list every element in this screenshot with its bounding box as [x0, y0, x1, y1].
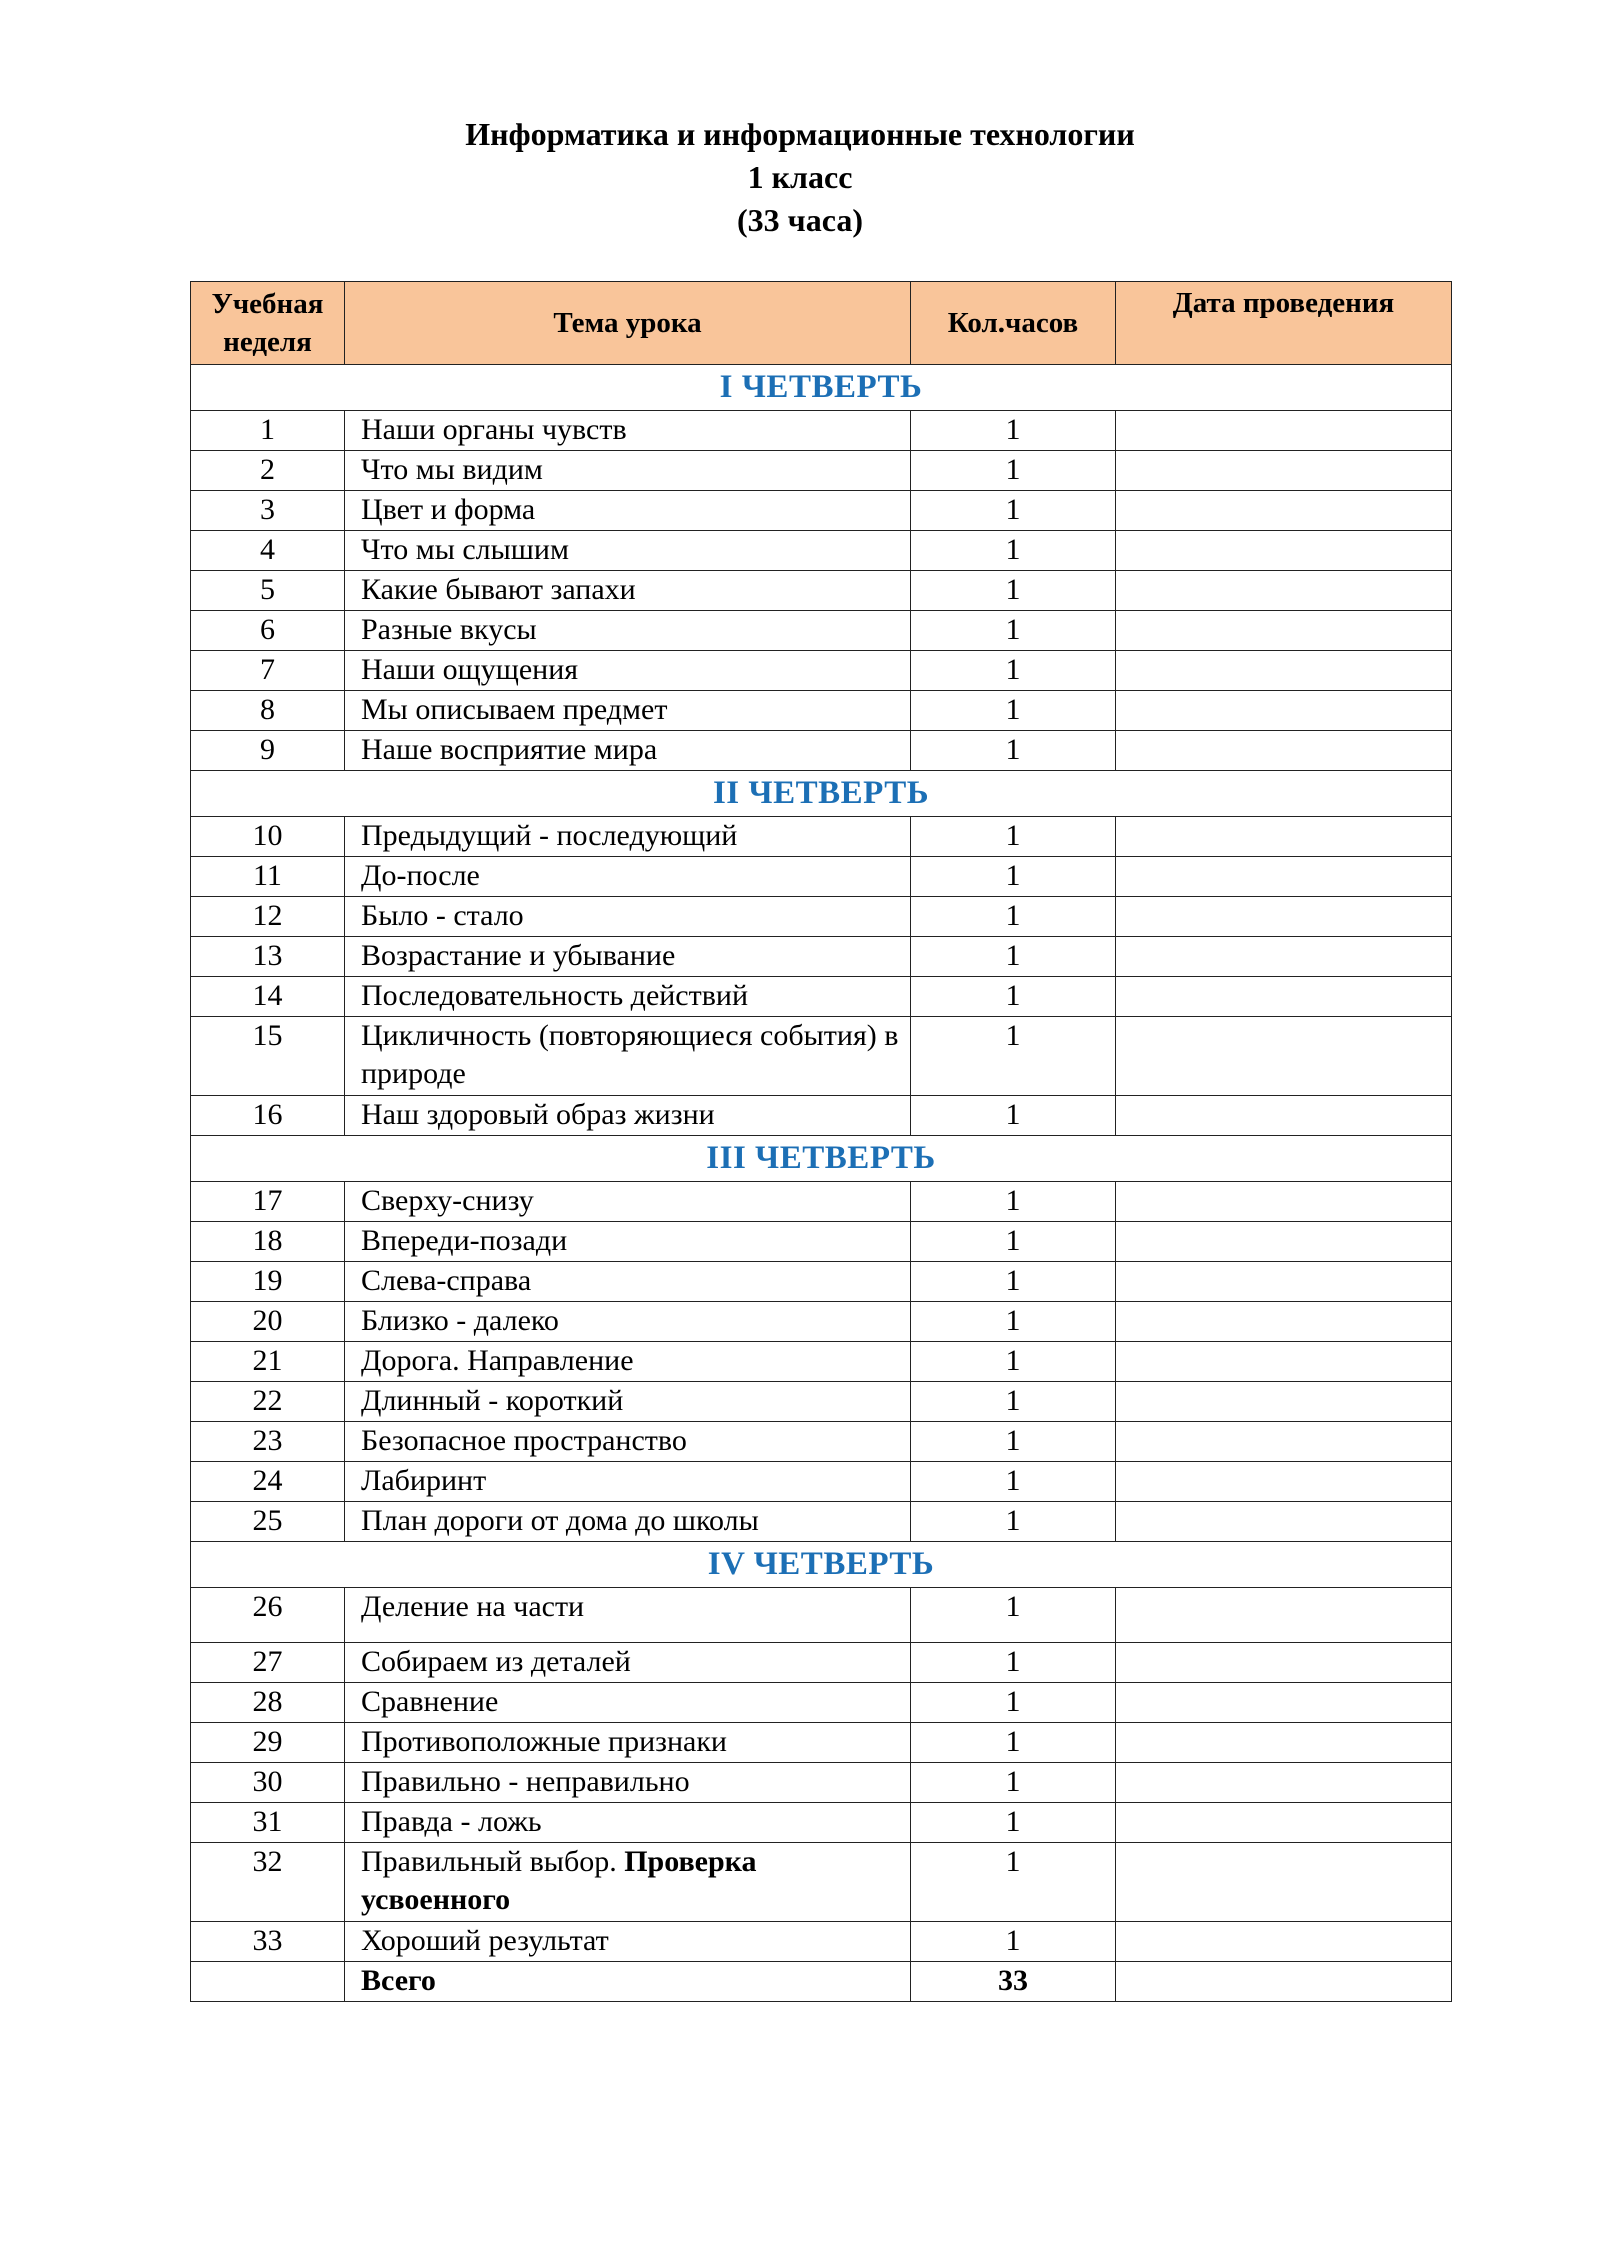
hours-cell: 1 — [911, 817, 1116, 857]
week-cell: 16 — [191, 1096, 345, 1136]
date-cell[interactable] — [1116, 451, 1452, 491]
table-row — [191, 651, 1452, 691]
quarter-row — [191, 1136, 1452, 1182]
table-row — [191, 977, 1452, 1017]
table-row — [191, 411, 1452, 451]
hours-cell: 1 — [911, 1803, 1116, 1843]
table-row — [191, 451, 1452, 491]
date-cell[interactable] — [1116, 1462, 1452, 1502]
table-row — [191, 1588, 1452, 1643]
table-row — [191, 897, 1452, 937]
date-cell[interactable] — [1116, 1723, 1452, 1763]
topic-cell — [345, 1342, 911, 1382]
week-cell: 29 — [191, 1723, 345, 1763]
lesson-plan-table — [190, 281, 1452, 2002]
week-cell: 15 — [191, 1017, 345, 1096]
week-cell: 12 — [191, 897, 345, 937]
table-row — [191, 857, 1452, 897]
hours-cell: 1 — [911, 1723, 1116, 1763]
hours-cell: 1 — [911, 1922, 1116, 1962]
topic-cell — [345, 451, 911, 491]
date-cell[interactable] — [1116, 897, 1452, 937]
table-row — [191, 731, 1452, 771]
hours-cell: 1 — [911, 1262, 1116, 1302]
date-cell[interactable] — [1116, 1182, 1452, 1222]
hours-cell: 1 — [911, 1342, 1116, 1382]
topic-text: Сверху-снизу — [361, 1184, 534, 1217]
topic-text: Сравнение — [361, 1685, 499, 1718]
date-cell[interactable] — [1116, 817, 1452, 857]
week-cell: 1 — [191, 411, 345, 451]
week-cell: 3 — [191, 491, 345, 531]
total-date-cell — [1116, 1962, 1452, 2002]
date-cell[interactable] — [1116, 1096, 1452, 1136]
topic-text: Противоположные признаки — [361, 1725, 727, 1758]
hours-cell: 1 — [911, 1588, 1116, 1643]
hours-cell: 1 — [911, 937, 1116, 977]
date-cell[interactable] — [1116, 611, 1452, 651]
table-row — [191, 1017, 1452, 1096]
topic-cell — [345, 1422, 911, 1462]
table-row — [191, 1723, 1452, 1763]
topic-text: Правильный выбор. — [361, 1845, 617, 1878]
topic-cell — [345, 857, 911, 897]
hours-cell: 1 — [911, 691, 1116, 731]
hours-cell: 1 — [911, 611, 1116, 651]
header-hours: Кол.часов — [911, 282, 1116, 365]
hours-cell: 1 — [911, 451, 1116, 491]
table-row — [191, 1462, 1452, 1502]
hours-cell: 1 — [911, 857, 1116, 897]
topic-text: Предыдущий - последующий — [361, 819, 738, 852]
topic-cell — [345, 731, 911, 771]
topic-text: Наш здоровый образ жизни — [361, 1098, 715, 1131]
topic-cell — [345, 1302, 911, 1342]
hours-cell: 1 — [911, 571, 1116, 611]
topic-cell — [345, 1096, 911, 1136]
hours-cell: 1 — [911, 1422, 1116, 1462]
topic-text: Что мы слышим — [361, 533, 569, 566]
week-cell: 30 — [191, 1763, 345, 1803]
quarter-label: I ЧЕТВЕРТЬ — [191, 365, 1452, 411]
table-row — [191, 491, 1452, 531]
hours-cell: 1 — [911, 1462, 1116, 1502]
week-cell: 11 — [191, 857, 345, 897]
topic-cell — [345, 611, 911, 651]
topic-text: Было - стало — [361, 899, 524, 932]
topic-cell — [345, 1683, 911, 1723]
table-header-row — [191, 282, 1452, 365]
total-label: Всего — [345, 1962, 911, 2002]
week-cell: 14 — [191, 977, 345, 1017]
topic-text: Правда - ложь — [361, 1805, 542, 1838]
date-cell[interactable] — [1116, 1502, 1452, 1542]
topic-cell — [345, 897, 911, 937]
week-cell: 31 — [191, 1803, 345, 1843]
table-row — [191, 1382, 1452, 1422]
topic-cell — [345, 651, 911, 691]
topic-cell — [345, 1763, 911, 1803]
date-cell[interactable] — [1116, 857, 1452, 897]
topic-cell — [345, 1643, 911, 1683]
total-week-cell — [191, 1962, 345, 2002]
week-cell: 18 — [191, 1222, 345, 1262]
table-row — [191, 611, 1452, 651]
topic-text: Деление на части — [361, 1590, 585, 1623]
topic-text: Лабиринт — [361, 1464, 487, 1497]
topic-text: Что мы видим — [361, 453, 543, 486]
total-row — [191, 1962, 1452, 2002]
quarter-row — [191, 1542, 1452, 1588]
topic-cell — [345, 1462, 911, 1502]
date-cell[interactable] — [1116, 571, 1452, 611]
date-cell[interactable] — [1116, 977, 1452, 1017]
date-cell[interactable] — [1116, 731, 1452, 771]
table-row — [191, 1683, 1452, 1723]
week-cell: 24 — [191, 1462, 345, 1502]
header-date: Дата проведения — [1116, 282, 1452, 365]
hours-cell: 1 — [911, 411, 1116, 451]
topic-cell — [345, 531, 911, 571]
date-cell[interactable] — [1116, 1922, 1452, 1962]
week-cell: 4 — [191, 531, 345, 571]
date-cell[interactable] — [1116, 491, 1452, 531]
week-cell: 32 — [191, 1843, 345, 1922]
week-cell: 28 — [191, 1683, 345, 1723]
week-cell: 7 — [191, 651, 345, 691]
topic-text: Наши ощущения — [361, 653, 579, 686]
date-cell[interactable] — [1116, 937, 1452, 977]
hours-cell: 1 — [911, 977, 1116, 1017]
topic-cell — [345, 1262, 911, 1302]
date-cell[interactable] — [1116, 1588, 1452, 1643]
topic-cell — [345, 1222, 911, 1262]
hours-cell: 1 — [911, 1222, 1116, 1262]
week-cell: 17 — [191, 1182, 345, 1222]
topic-text: Мы описываем предмет — [361, 693, 668, 726]
week-cell: 13 — [191, 937, 345, 977]
date-cell[interactable] — [1116, 651, 1452, 691]
table-row — [191, 1803, 1452, 1843]
topic-text: Возрастание и убывание — [361, 939, 676, 972]
week-cell: 27 — [191, 1643, 345, 1683]
hours-cell: 1 — [911, 1302, 1116, 1342]
table-row — [191, 1222, 1452, 1262]
topic-text: Собираем из деталей — [361, 1645, 631, 1678]
quarter-row — [191, 365, 1452, 411]
week-cell: 19 — [191, 1262, 345, 1302]
hours-cell: 1 — [911, 1843, 1116, 1922]
week-cell: 23 — [191, 1422, 345, 1462]
hours-cell: 1 — [911, 491, 1116, 531]
quarter-label: IV ЧЕТВЕРТЬ — [191, 1542, 1452, 1588]
topic-cell — [345, 571, 911, 611]
table-row — [191, 1843, 1452, 1922]
topic-cell — [345, 1803, 911, 1843]
table-row — [191, 1096, 1452, 1136]
topic-text: Последовательность действий — [361, 979, 749, 1012]
week-cell: 6 — [191, 611, 345, 651]
date-cell[interactable] — [1116, 1222, 1452, 1262]
week-cell: 10 — [191, 817, 345, 857]
title-grade: 1 класс — [747, 159, 853, 195]
date-cell[interactable] — [1116, 1763, 1452, 1803]
topic-cell — [345, 1502, 911, 1542]
week-cell: 8 — [191, 691, 345, 731]
week-cell: 21 — [191, 1342, 345, 1382]
topic-bold-text: Проверка усвоенного — [361, 1845, 757, 1916]
topic-text: До-после — [361, 859, 480, 892]
document-title — [0, 113, 1600, 242]
topic-cell — [345, 817, 911, 857]
topic-text: Наши органы чувств — [361, 413, 627, 446]
table-row — [191, 1643, 1452, 1683]
table-row — [191, 1422, 1452, 1462]
table-row — [191, 1922, 1452, 1962]
topic-text: Близко - далеко — [361, 1304, 559, 1337]
topic-text: Длинный - короткий — [361, 1384, 624, 1417]
week-cell: 5 — [191, 571, 345, 611]
table-row — [191, 1342, 1452, 1382]
date-cell[interactable] — [1116, 531, 1452, 571]
table-body — [191, 365, 1452, 2002]
table-row — [191, 817, 1452, 857]
date-cell[interactable] — [1116, 1422, 1452, 1462]
topic-cell — [345, 1843, 911, 1922]
topic-cell — [345, 1382, 911, 1422]
topic-text: Впереди-позади — [361, 1224, 568, 1257]
quarter-label: III ЧЕТВЕРТЬ — [191, 1136, 1452, 1182]
hours-cell: 1 — [911, 1502, 1116, 1542]
date-cell[interactable] — [1116, 1017, 1452, 1096]
quarter-row — [191, 771, 1452, 817]
hours-cell: 1 — [911, 897, 1116, 937]
week-cell: 26 — [191, 1588, 345, 1643]
topic-cell — [345, 411, 911, 451]
week-cell: 9 — [191, 731, 345, 771]
date-cell[interactable] — [1116, 1843, 1452, 1922]
total-hours: 33 — [911, 1962, 1116, 2002]
table-row — [191, 937, 1452, 977]
topic-cell — [345, 491, 911, 531]
topic-text: Безопасное пространство — [361, 1424, 687, 1457]
topic-text: Хороший результат — [361, 1924, 609, 1957]
hours-cell: 1 — [911, 731, 1116, 771]
table-row — [191, 1763, 1452, 1803]
hours-cell: 1 — [911, 531, 1116, 571]
topic-text: Цикличность (повторяющиеся события) в природе — [361, 1019, 899, 1090]
date-cell[interactable] — [1116, 1683, 1452, 1723]
hours-cell: 1 — [911, 1182, 1116, 1222]
hours-cell: 1 — [911, 1382, 1116, 1422]
topic-cell — [345, 977, 911, 1017]
table-row — [191, 1302, 1452, 1342]
date-cell[interactable] — [1116, 1803, 1452, 1843]
hours-cell: 1 — [911, 1643, 1116, 1683]
topic-cell — [345, 1588, 911, 1643]
quarter-label: II ЧЕТВЕРТЬ — [191, 771, 1452, 817]
topic-cell — [345, 1922, 911, 1962]
date-cell[interactable] — [1116, 411, 1452, 451]
topic-text: Дорога. Направление — [361, 1344, 634, 1377]
topic-text: План дороги от дома до школы — [361, 1504, 759, 1537]
date-cell[interactable] — [1116, 1262, 1452, 1302]
table-row — [191, 531, 1452, 571]
topic-cell — [345, 937, 911, 977]
topic-text: Какие бывают запахи — [361, 573, 636, 606]
title-subject: Информатика и информационные технологии — [465, 116, 1135, 152]
week-cell: 22 — [191, 1382, 345, 1422]
topic-cell — [345, 691, 911, 731]
title-hours: (33 часа) — [737, 202, 863, 238]
date-cell[interactable] — [1116, 1342, 1452, 1382]
hours-cell: 1 — [911, 1096, 1116, 1136]
topic-text: Правильно - неправильно — [361, 1765, 690, 1798]
table-row — [191, 691, 1452, 731]
week-cell: 2 — [191, 451, 345, 491]
topic-text: Слева-справа — [361, 1264, 532, 1297]
topic-cell — [345, 1182, 911, 1222]
week-cell: 20 — [191, 1302, 345, 1342]
hours-cell: 1 — [911, 1763, 1116, 1803]
table-row — [191, 1182, 1452, 1222]
topic-cell — [345, 1723, 911, 1763]
topic-text: Наше восприятие мира — [361, 733, 658, 766]
date-cell[interactable] — [1116, 1302, 1452, 1342]
date-cell[interactable] — [1116, 1643, 1452, 1683]
table-row — [191, 571, 1452, 611]
week-cell: 25 — [191, 1502, 345, 1542]
topic-text: Цвет и форма — [361, 493, 536, 526]
date-cell[interactable] — [1116, 691, 1452, 731]
header-week: Учебная неделя — [191, 282, 345, 365]
topic-text: Разные вкусы — [361, 613, 537, 646]
table-row — [191, 1502, 1452, 1542]
hours-cell: 1 — [911, 1017, 1116, 1096]
week-cell: 33 — [191, 1922, 345, 1962]
date-cell[interactable] — [1116, 1382, 1452, 1422]
hours-cell: 1 — [911, 651, 1116, 691]
hours-cell: 1 — [911, 1683, 1116, 1723]
table-row — [191, 1262, 1452, 1302]
topic-cell — [345, 1017, 911, 1096]
header-topic: Тема урока — [345, 282, 911, 365]
